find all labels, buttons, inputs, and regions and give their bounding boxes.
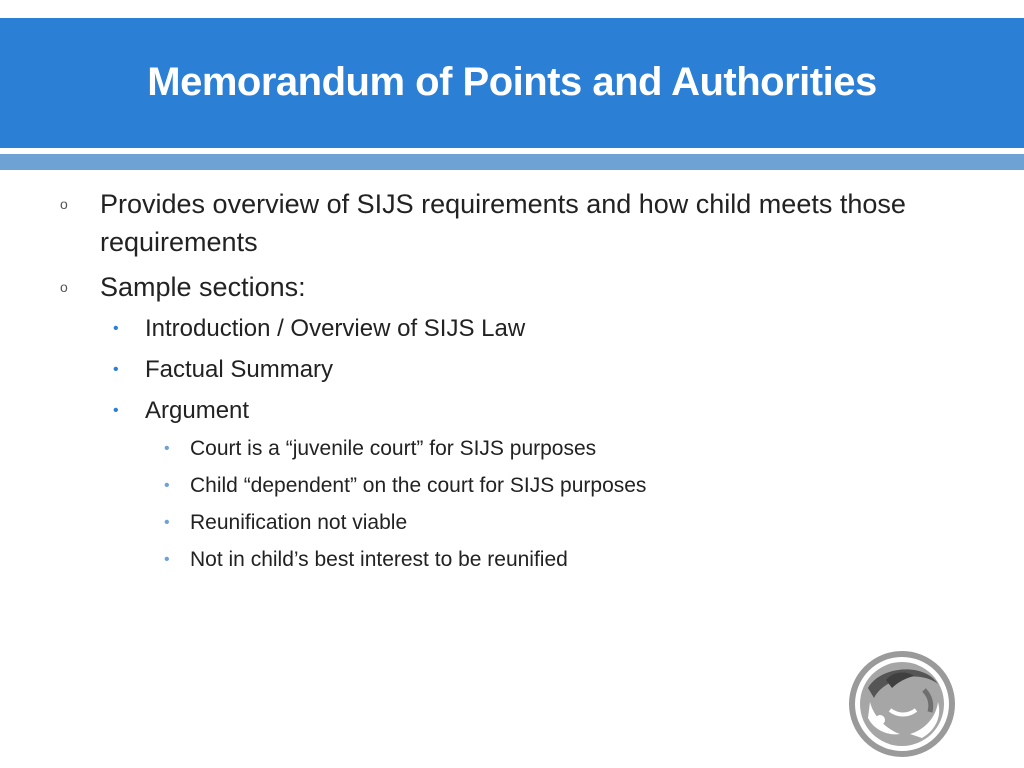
sub-sub-bullet-text: Reunification not viable xyxy=(190,511,408,534)
sub-sub-bullet-item xyxy=(164,472,647,500)
sub-bullet-text: Factual Summary xyxy=(145,356,334,383)
sub-sub-bullet-item xyxy=(164,546,568,574)
sub-sub-bullet-item xyxy=(164,435,597,463)
sub-sub-bullet-text: Not in child’s best interest to be reunified xyxy=(190,548,568,571)
sub-sub-bullet-item xyxy=(164,509,408,537)
sub-bullet-text: Introduction / Overview of SIJS Law xyxy=(145,315,526,342)
dot-bullet-icon: • xyxy=(113,320,119,337)
dot-bullet-icon: • xyxy=(164,477,170,494)
dot-bullet-icon: • xyxy=(164,514,170,531)
dot-bullet-icon: • xyxy=(113,361,119,378)
bullet-text: Sample sections: xyxy=(100,272,306,302)
bullet-text: Provides overview of SIJS requirements and how child meets those requirements xyxy=(100,189,906,257)
bullet-item xyxy=(60,268,980,306)
sub-bullet-item xyxy=(113,313,526,345)
sub-bullet-item xyxy=(113,354,334,386)
slide-title: Memorandum of Points and Authorities xyxy=(147,59,877,104)
bullet-item xyxy=(60,185,980,261)
hollow-circle-bullet-icon: o xyxy=(60,279,68,295)
circular-figures-logo-icon xyxy=(840,650,964,758)
dot-bullet-icon: • xyxy=(113,402,119,419)
sub-bullet-text: Argument xyxy=(145,397,250,424)
sub-bullet-item xyxy=(113,395,250,427)
sub-sub-bullet-text: Court is a “juvenile court” for SIJS purposes xyxy=(190,437,597,460)
dot-bullet-icon: • xyxy=(164,440,170,457)
dot-bullet-icon: • xyxy=(164,551,170,568)
hollow-circle-bullet-icon: o xyxy=(60,196,68,212)
sub-sub-bullet-text: Child “dependent” on the court for SIJS purposes xyxy=(190,474,647,497)
